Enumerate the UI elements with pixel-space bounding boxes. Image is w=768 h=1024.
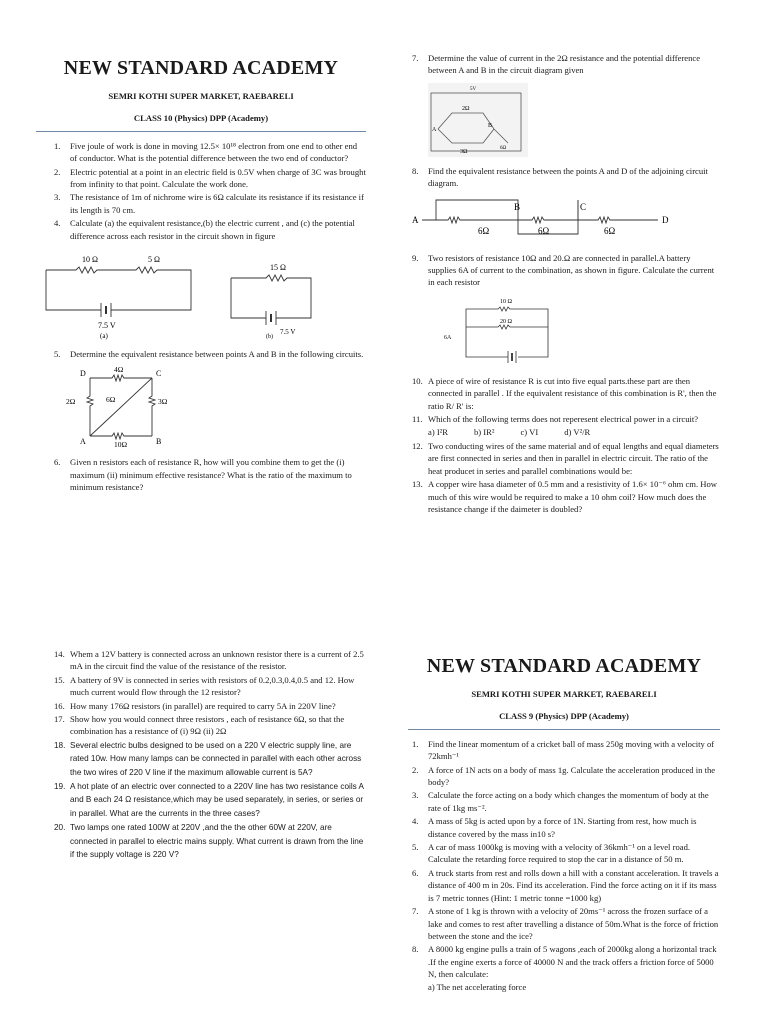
question-item: 5. A car of mass 1000kg is moving with a velocity of 36kmh⁻¹ on a level road. Calculate the retarding force required to stop the car in a distance of 50 m. bbox=[412, 842, 691, 865]
question-list bbox=[36, 348, 366, 360]
address: SEMRI KOTHI SUPER MARKET, RAEBARELI bbox=[108, 91, 294, 101]
question-list bbox=[408, 52, 720, 77]
option: b) IR² bbox=[474, 427, 495, 438]
question-item: 16. How many 176Ω resistors (in parallel) are required to carry 5A in 220V line? bbox=[54, 700, 336, 711]
question-item: 5. Determine the equivalent resistance between points A and B in the following circuits. bbox=[54, 349, 364, 360]
svg-text:5 Ω: 5 Ω bbox=[148, 255, 160, 265]
page-title: NEW STANDARD ACADEMY bbox=[63, 57, 339, 79]
option: c) VI bbox=[520, 427, 539, 438]
question-item: 6. Given n resistors each of resistance R, how will you combine them to get the (i) maximum (ii) minimum effective resistance? What is the ratio of the maximum to minimum resistance? bbox=[54, 457, 352, 493]
svg-text:(b): (b) bbox=[266, 334, 273, 341]
svg-text:4Ω: 4Ω bbox=[114, 366, 124, 375]
svg-text:10 Ω: 10 Ω bbox=[82, 255, 98, 265]
question-item: 1. Find the linear momentum of a cricket ball of mass 250g moving with a velocity of 72kmh⁻¹ bbox=[412, 738, 715, 762]
svg-text:6Ω: 6Ω bbox=[538, 225, 550, 236]
question-item: 7. A stone of 1 kg is thrown with a velocity of 20ms⁻¹ across the frozen surface of a lake and comes to rest after travelling a distance of 50m.What is the force of friction between the stone and the ice? bbox=[412, 906, 719, 941]
svg-text:7.5 V: 7.5 V bbox=[98, 321, 116, 331]
svg-text:2Ω: 2Ω bbox=[462, 105, 470, 112]
class10-right-column bbox=[408, 52, 720, 516]
question-item: 18. Several electric bulbs designed to be used on a 220 V electric supply line, are rated 10w. How many lamps can be connected in parallel with each other across the two wires of 220 V line if the maximum allowable current is 5A? bbox=[54, 740, 362, 777]
sub-question: a) The net accelerating force bbox=[428, 981, 527, 992]
class9-column bbox=[408, 648, 720, 994]
question-item: 19. A hot plate of an electric over connected to a 220V line has two resistance coils A and B each 24 Ω resistance,which may be used separately, in series, or series or in parallel. What are the currents in the three cases? bbox=[54, 782, 364, 818]
svg-text:5V: 5V bbox=[470, 86, 477, 92]
svg-text:C: C bbox=[156, 369, 162, 379]
class10-left-column bbox=[36, 50, 366, 495]
divider bbox=[408, 729, 720, 730]
question-item: 2. Electric potential at a point in an electric field is 0.5V when charge of 3C was brought from infinity to that point. Calculate the work done. bbox=[54, 166, 366, 190]
svg-text:2Ω: 2Ω bbox=[66, 397, 76, 407]
svg-text:7.5 V: 7.5 V bbox=[280, 328, 296, 337]
circuit-figure-9 bbox=[438, 295, 578, 367]
question-item: 17. Show how you would connect three resistors , each of resistance 6Ω, so that the combination has a resistance of (i) 9Ω (ii) 2Ω bbox=[54, 714, 345, 737]
question-item: 2. A force of 1N acts on a body of mass 1g. Calculate the acceleration produced in the body? bbox=[412, 764, 716, 788]
svg-text:D: D bbox=[662, 214, 669, 225]
question-list bbox=[408, 165, 720, 190]
question-item: 10. A piece of wire of resistance R is cut into five equal parts.these part are then connected in parallel . If the equivalent resistance of this combination is R', then the ratio R/ R' is: bbox=[412, 375, 717, 411]
svg-text:6Ω: 6Ω bbox=[478, 225, 490, 236]
svg-text:6Ω: 6Ω bbox=[106, 395, 116, 405]
question-list bbox=[36, 648, 366, 862]
question-item: 13. A copper wire hasa diameter of 0.5 mm and a resistivity of 1.6× 10⁻⁶ ohm cm. How much of this wire would be required to make a 10 ohm coil? How much does the resistance change if the daimeter is doubled? bbox=[412, 479, 717, 514]
class-heading: CLASS 10 (Physics) DPP (Academy) bbox=[133, 113, 269, 124]
answer-options bbox=[428, 426, 720, 438]
page-title: NEW STANDARD ACADEMY bbox=[426, 655, 702, 677]
svg-text:B: B bbox=[514, 201, 521, 212]
question-item: 14. Whem a 12V battery is connected across an unknown resistor there is a current of 2.5 mA in the circuit find the value of the resistance of the resistor. bbox=[54, 649, 364, 672]
divider bbox=[36, 131, 366, 132]
svg-text:(a): (a) bbox=[100, 332, 108, 341]
question-list bbox=[408, 252, 720, 289]
circuit-figure-7 bbox=[428, 83, 528, 157]
svg-text:D: D bbox=[80, 369, 86, 379]
svg-text:10 Ω: 10 Ω bbox=[500, 298, 512, 305]
question-item: 12. Two conducting wires of the same material and of equal lengths and equal diameters are first connected in series and then in parallel in electric circuit. The ratio of the heat producet in series and parallel combinations would be: bbox=[412, 440, 719, 476]
question-item: 8. Find the equivalent resistance between the points A and D of the adjoining circuit diagram. bbox=[412, 165, 708, 189]
option: d) V²/R bbox=[564, 427, 591, 438]
svg-text:15 Ω: 15 Ω bbox=[270, 263, 286, 273]
option: a) I²R bbox=[428, 427, 448, 438]
svg-text:3Ω: 3Ω bbox=[158, 397, 168, 407]
svg-text:3Ω: 3Ω bbox=[460, 148, 468, 155]
question-item: 3. The resistance of 1m of nichrome wire is 6Ω calculate its resistance if its resistance if its length is 70 cm. bbox=[54, 192, 364, 215]
question-item: 15. A battery of 9V is connected in series with resistors of 0.2,0.3,0.4,0.5 and 12. How much current would flow through the 12 resistor? bbox=[54, 674, 355, 698]
circuit-figure-8 bbox=[408, 196, 708, 244]
question-item: 9. Two resistors of resistance 10Ω and 20.Ω are connected in parallel.A battery supplies 6A of current to the combination, as shown in figure. Calculate the current in each resistor bbox=[412, 252, 715, 288]
question-item: 11. Which of the following terms does not reperesent electrical power in a circuit? a) I²R b) IR² c) VI d) V²/R bbox=[408, 413, 720, 439]
svg-text:A: A bbox=[432, 126, 437, 133]
question-item: 7. Determine the value of current in the 2Ω resistance and the potential difference between A and B in the circuit diagram given bbox=[412, 53, 701, 76]
svg-text:C: C bbox=[580, 201, 587, 212]
svg-text:B: B bbox=[488, 122, 493, 129]
question-item: 20. Two lamps one rated 100W at 220V ,and the the other 60W at 220V, are connected in parallel to electric mains supply. What current is drawn from the line if the supply voltage is 220 V? bbox=[54, 823, 364, 860]
class-heading: CLASS 9 (Physics) DPP (Academy) bbox=[499, 711, 629, 722]
question-item: 1. Five joule of work is done in moving 12.5× 10¹⁸ electron from one end to other end of conductor. What is the potential difference between the two end of conductor? bbox=[54, 140, 358, 164]
address: SEMRI KOTHI SUPER MARKET, RAEBARELI bbox=[471, 689, 657, 699]
question-list bbox=[408, 375, 720, 515]
question-list bbox=[36, 456, 366, 493]
circuit-figure-5 bbox=[60, 366, 200, 448]
class10-bottom-column bbox=[36, 648, 366, 863]
question-list bbox=[408, 738, 720, 993]
question-item: 6. A truck starts from rest and rolls down a hill with a constant acceleration. It travels a distance of 400 m in 20s. Find its acceleration. Find the force acting on it if its mass is 7 metric tonnes (Hint: 1 metric tonne =1000 kg) bbox=[412, 867, 719, 903]
svg-text:B: B bbox=[156, 437, 162, 447]
circuit-figure-4 bbox=[36, 248, 346, 340]
question-item: 4. A mass of 5kg is acted upon by a force of 1N. Starting from rest, how much is distance covered by the mass in10 s? bbox=[412, 816, 697, 839]
svg-text:A: A bbox=[80, 437, 86, 447]
svg-text:6Ω: 6Ω bbox=[604, 225, 616, 236]
question-item: 4. Calculate (a) the equivalent resistance,(b) the electric current , and (c) the potential difference across each resistor in the circuit shown in figure bbox=[54, 218, 355, 241]
svg-text:6A: 6A bbox=[444, 334, 452, 341]
question-item: 8. A 8000 kg engine pulls a train of 5 wagons ,each of 2000kg along a horizontal track .If the engine exerts a force of 40000 N and the track offers a friction force of 5000 N, then calculate: a) The net accelerating force bbox=[408, 943, 720, 993]
svg-text:6Ω: 6Ω bbox=[500, 145, 507, 151]
svg-text:20 Ω: 20 Ω bbox=[500, 318, 512, 325]
question-item: 3. Calculate the force acting on a body which changes the momentum of body at the rate of 1kg ms⁻². bbox=[412, 790, 709, 813]
question-list bbox=[36, 140, 366, 242]
svg-text:A: A bbox=[412, 214, 419, 225]
svg-text:10Ω: 10Ω bbox=[114, 440, 128, 449]
